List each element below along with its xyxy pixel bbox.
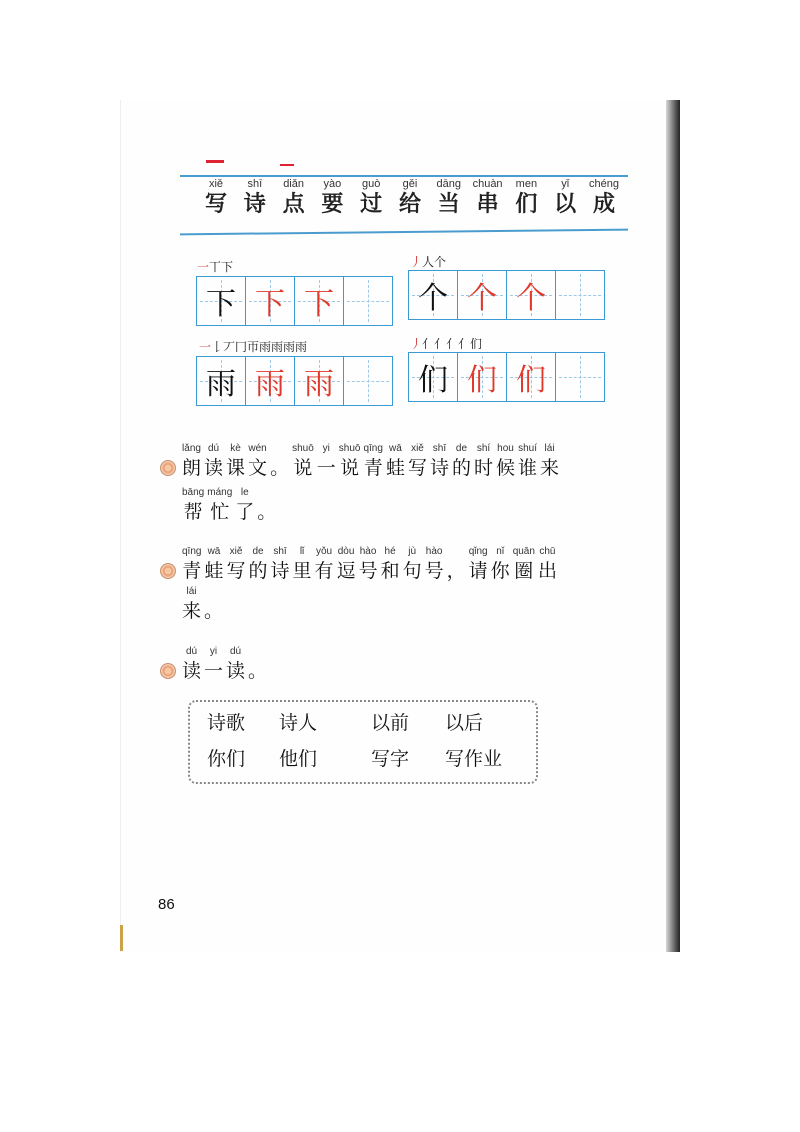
pinyin-token — [204, 645, 223, 683]
pinyin-token — [182, 442, 201, 480]
token-character: 说 — [293, 457, 313, 479]
token-pinyin: xiě — [229, 546, 243, 557]
pinyin-token — [381, 545, 400, 583]
token-pinyin: de — [455, 443, 468, 454]
exercise-1-line-1 — [160, 442, 640, 480]
token-character: 忙 — [210, 501, 230, 523]
token-character: 有 — [314, 560, 334, 582]
token-character: 。 — [204, 600, 224, 622]
token-character: 了 — [235, 501, 255, 523]
new-character — [549, 176, 581, 218]
trace-character: 们 — [458, 353, 507, 401]
token-pinyin: wén — [248, 443, 267, 454]
blank-practice-cell[interactable] — [556, 353, 604, 401]
new-character — [355, 176, 387, 218]
new-character — [278, 176, 310, 218]
character-pinyin: chuàn — [472, 178, 503, 190]
pinyin-token — [271, 545, 290, 583]
token-pinyin: yi — [209, 646, 218, 657]
character-pinyin: men — [515, 178, 538, 190]
trace-character: 下 — [246, 277, 295, 325]
trace-character: 雨 — [295, 357, 344, 405]
page-number: 86 — [158, 896, 175, 913]
header-decoration — [206, 160, 326, 172]
character-pinyin: gěi — [402, 178, 418, 190]
word-item: 诗人 — [279, 712, 318, 734]
blank-practice-cell[interactable] — [556, 271, 604, 319]
pinyin-text-line — [182, 486, 279, 524]
pinyin-token — [538, 545, 557, 583]
character-glyph: 诗 — [243, 192, 266, 217]
pinyin-token — [226, 545, 245, 583]
token-pinyin: qīng — [182, 546, 202, 557]
word-item: 以前 — [371, 712, 410, 734]
token-pinyin: quān — [512, 546, 535, 557]
token-pinyin: hé — [384, 546, 396, 557]
token-pinyin: bāng — [182, 487, 205, 498]
token-pinyin: shuō — [292, 443, 314, 454]
model-character: 们 — [409, 353, 458, 401]
token-character: 号 — [358, 560, 378, 582]
token-character: 写 — [226, 560, 246, 582]
new-character — [472, 176, 504, 218]
exercise-3 — [160, 645, 640, 683]
token-character: 和 — [380, 560, 400, 582]
pinyin-token — [293, 545, 312, 583]
pinyin-token — [317, 442, 336, 480]
token-character: 谁 — [518, 457, 538, 479]
token-pinyin: wā — [389, 443, 402, 454]
token-pinyin: hào — [425, 546, 443, 557]
trace-character: 下 — [295, 277, 344, 325]
token-character: 的 — [451, 457, 471, 479]
pinyin-token — [257, 486, 276, 524]
pinyin-text-line — [182, 645, 270, 683]
token-character: 诗 — [270, 560, 290, 582]
stroke-order-yu: 一𠄌丆冂帀雨雨雨雨 — [199, 340, 308, 354]
exercise-3-line-1 — [160, 645, 640, 683]
model-character: 下 — [197, 277, 246, 325]
token-pinyin: qīng — [363, 443, 383, 454]
token-character: 蛙 — [204, 560, 224, 582]
word-item: 你们 — [207, 748, 246, 770]
pinyin-token — [452, 442, 471, 480]
pinyin-token — [249, 545, 268, 583]
token-pinyin: le — [240, 487, 249, 498]
character-glyph: 给 — [398, 192, 421, 217]
character-glyph: 当 — [437, 192, 460, 217]
textbook-page — [120, 100, 676, 952]
pinyin-token — [491, 545, 510, 583]
pinyin-token — [430, 442, 449, 480]
token-pinyin: chū — [539, 546, 556, 557]
exercise-2-line-2 — [182, 585, 640, 623]
book-spine-shadow — [666, 100, 680, 952]
pinyin-token — [425, 545, 444, 583]
pinyin-token — [182, 645, 201, 683]
model-character: 雨 — [197, 357, 246, 405]
pinyin-token — [292, 442, 314, 480]
new-characters-list — [200, 176, 620, 218]
word-item: 以后 — [445, 712, 484, 734]
pinyin-token — [235, 486, 254, 524]
token-pinyin: lái — [544, 443, 555, 454]
trace-character: 雨 — [246, 357, 295, 405]
token-pinyin: shuō — [338, 443, 361, 454]
pinyin-token — [207, 486, 232, 524]
trace-character: 们 — [507, 353, 556, 401]
token-character: 青 — [363, 457, 383, 479]
token-pinyin: wā — [207, 546, 221, 557]
token-pinyin: lái — [186, 586, 197, 597]
character-glyph: 写 — [204, 192, 227, 217]
exercise-1 — [160, 442, 640, 524]
word-reading-box — [188, 700, 538, 784]
token-character: 你 — [490, 560, 510, 582]
new-character — [200, 176, 232, 218]
pinyin-text-line — [182, 585, 226, 623]
word-item: 诗歌 — [207, 712, 246, 734]
token-character: 来 — [182, 600, 202, 622]
token-character: 写 — [407, 457, 427, 479]
token-character: 诗 — [429, 457, 449, 479]
token-pinyin: dòu — [337, 546, 355, 557]
pinyin-token — [540, 442, 559, 480]
exercise-bullet-icon — [160, 663, 176, 679]
trace-character: 个 — [507, 271, 556, 319]
new-character — [394, 176, 426, 218]
character-glyph: 们 — [515, 192, 538, 217]
exercise-bullet-icon — [160, 460, 176, 476]
pinyin-token — [469, 545, 488, 583]
token-pinyin: máng — [207, 487, 233, 498]
blank-practice-cell[interactable] — [344, 277, 392, 325]
new-character — [239, 176, 271, 218]
pinyin-token — [182, 545, 201, 583]
pinyin-token — [408, 442, 427, 480]
token-character: 一 — [204, 660, 224, 682]
character-glyph: 要 — [321, 192, 344, 217]
exercise-1-line-2 — [182, 486, 640, 524]
character-pinyin: yào — [323, 178, 342, 190]
token-character: 青 — [182, 560, 202, 582]
token-pinyin: dú — [229, 646, 242, 657]
character-pinyin: diǎn — [283, 178, 304, 190]
token-character: 读 — [204, 457, 224, 479]
pinyin-token — [226, 442, 245, 480]
pinyin-token — [248, 442, 267, 480]
token-character: 出 — [537, 560, 557, 582]
token-pinyin: nǐ — [496, 546, 505, 557]
stroke-order-ge: 丿人个 — [410, 255, 447, 269]
pinyin-token — [513, 545, 535, 583]
pinyin-token — [270, 442, 289, 480]
token-pinyin: shī — [273, 546, 287, 557]
writing-grid-yu — [196, 356, 393, 406]
character-pinyin: guò — [362, 178, 381, 190]
pinyin-token — [226, 645, 245, 683]
writing-grid-xia — [196, 276, 393, 326]
character-glyph: 串 — [476, 192, 499, 217]
character-glyph: 点 — [282, 192, 305, 217]
pinyin-token — [496, 442, 515, 480]
pinyin-token — [403, 545, 422, 583]
writing-grid-ge — [408, 270, 605, 320]
pinyin-token — [474, 442, 493, 480]
token-pinyin: shī — [432, 443, 447, 454]
character-pinyin: chéng — [588, 178, 619, 190]
token-pinyin: shí — [476, 443, 491, 454]
blank-practice-cell[interactable] — [344, 357, 392, 405]
token-character: 读 — [182, 660, 202, 682]
token-character: 课 — [226, 457, 246, 479]
token-character: 读 — [226, 660, 246, 682]
token-pinyin: shuí — [518, 443, 537, 454]
pinyin-token — [204, 585, 223, 623]
token-pinyin: yǒu — [315, 546, 333, 557]
token-pinyin: lǎng — [182, 443, 201, 454]
character-pinyin: shī — [247, 178, 263, 190]
character-pinyin: xiě — [208, 178, 224, 190]
pinyin-text-line — [182, 442, 562, 480]
pinyin-token — [339, 442, 361, 480]
pinyin-token — [248, 645, 267, 683]
token-character: 文 — [248, 457, 268, 479]
token-pinyin: jù — [408, 546, 417, 557]
token-character: 。 — [248, 660, 268, 682]
pinyin-token — [359, 545, 378, 583]
new-character — [433, 176, 465, 218]
pinyin-token — [518, 442, 537, 480]
token-character: 句 — [402, 560, 422, 582]
token-character: 蛙 — [385, 457, 405, 479]
character-glyph: 成 — [592, 192, 615, 217]
exercise-2 — [160, 545, 640, 623]
pinyin-token — [182, 486, 204, 524]
token-character: 号 — [424, 560, 444, 582]
token-character: 。 — [270, 457, 290, 479]
stroke-order-xia: 一丅下 — [197, 260, 234, 274]
word-item: 写作业 — [445, 748, 503, 770]
token-pinyin: de — [252, 546, 264, 557]
word-item: 写字 — [371, 748, 410, 770]
pinyin-text-line — [182, 545, 560, 583]
token-character: 里 — [292, 560, 312, 582]
new-character — [510, 176, 542, 218]
pinyin-token — [315, 545, 334, 583]
token-character: 一 — [316, 457, 336, 479]
token-character: 的 — [248, 560, 268, 582]
token-pinyin: qǐng — [468, 546, 488, 557]
token-character: ， — [446, 560, 466, 582]
token-pinyin: hào — [359, 546, 377, 557]
token-character: 圈 — [514, 560, 534, 582]
character-glyph: 过 — [360, 192, 383, 217]
stroke-order-men: 丿亻亻亻亻们 — [410, 337, 483, 351]
new-character — [588, 176, 620, 218]
pinyin-token — [447, 545, 466, 583]
token-character: 请 — [468, 560, 488, 582]
token-character: 时 — [474, 457, 494, 479]
token-character: 来 — [540, 457, 560, 479]
character-glyph: 以 — [554, 192, 577, 217]
pinyin-token — [363, 442, 382, 480]
token-pinyin: lǐ — [299, 546, 305, 557]
token-character: 说 — [340, 457, 360, 479]
trace-character: 个 — [458, 271, 507, 319]
token-pinyin: dú — [185, 646, 198, 657]
token-pinyin: hou — [497, 443, 514, 454]
word-item: 他们 — [279, 748, 318, 770]
token-character: 帮 — [183, 501, 203, 523]
token-character: 朗 — [182, 457, 202, 479]
exercise-2-line-1 — [160, 545, 640, 583]
token-pinyin: yi — [322, 443, 330, 454]
writing-grid-men — [408, 352, 605, 402]
pinyin-token — [182, 585, 201, 623]
token-character: 候 — [496, 457, 516, 479]
pinyin-token — [337, 545, 356, 583]
exercise-bullet-icon — [160, 563, 176, 579]
pinyin-token — [204, 545, 223, 583]
token-pinyin: dú — [207, 443, 220, 454]
token-character: 。 — [257, 501, 277, 523]
model-character: 个 — [409, 271, 458, 319]
pinyin-token — [204, 442, 223, 480]
token-pinyin: kè — [230, 443, 241, 454]
token-character: 逗 — [336, 560, 356, 582]
character-pinyin: dāng — [436, 178, 462, 190]
page-corner-mark — [120, 925, 123, 951]
new-character — [316, 176, 348, 218]
pinyin-token — [386, 442, 405, 480]
token-pinyin: xiě — [411, 443, 424, 454]
character-pinyin: yǐ — [561, 178, 570, 190]
